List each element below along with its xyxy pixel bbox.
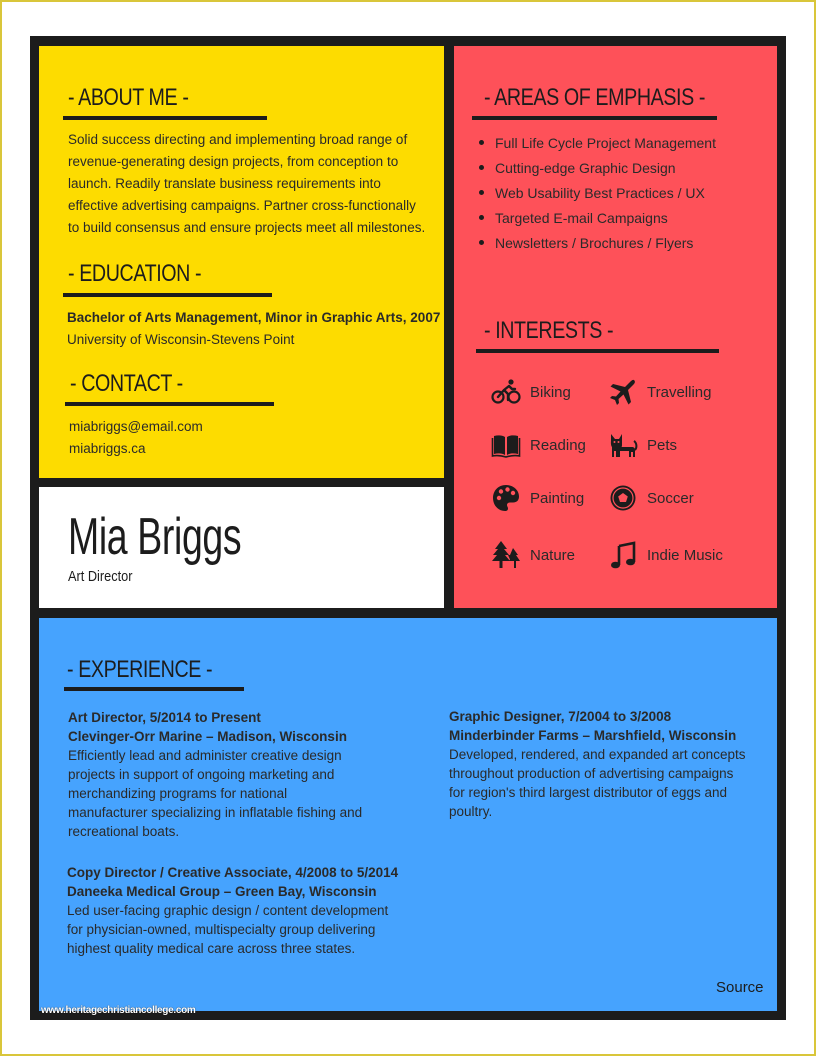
trees-icon (491, 540, 521, 570)
job-description-line: Efficiently lead and administer creative design (68, 748, 342, 763)
job-description-line: highest quality medical care across three states. (67, 941, 356, 956)
education-heading: - EDUCATION - (68, 260, 202, 287)
job-entry (68, 708, 362, 841)
interest-travelling (608, 375, 711, 409)
interest-indie-music (608, 538, 723, 572)
bike-icon (491, 377, 521, 407)
job-description-line: poultry. (449, 804, 493, 819)
palette-icon (491, 483, 521, 513)
interest-pets (608, 428, 677, 462)
emphasis-item: Full Life Cycle Project Management (476, 132, 716, 157)
about-line: effective advertising campaigns. Partner cross-functionally (68, 198, 416, 213)
experience-rule (64, 687, 244, 691)
emphasis-list (476, 132, 716, 257)
emphasis-item: Targeted E-mail Campaigns (476, 207, 716, 232)
airplane-icon (608, 377, 638, 407)
interest-nature (491, 538, 575, 572)
job-title: Graphic Designer, 7/2004 to 3/2008 (449, 709, 672, 724)
contact-email[interactable]: miabriggs@email.com (69, 419, 203, 434)
interest-label: Pets (647, 436, 678, 454)
music-note-icon (608, 540, 638, 570)
interest-painting (491, 481, 584, 515)
about-rule (63, 116, 267, 120)
emphasis-heading: - AREAS OF EMPHASIS - (484, 84, 706, 111)
job-entry (449, 707, 745, 821)
experience-heading: - EXPERIENCE - (67, 656, 213, 683)
job-title: Art Director, 5/2014 to Present (68, 710, 261, 725)
emphasis-item: Web Usability Best Practices / UX (476, 182, 716, 207)
about-heading: - ABOUT ME - (68, 84, 189, 111)
interest-label: Painting (530, 489, 585, 507)
interest-label: Biking (530, 383, 571, 401)
interests-rule (476, 349, 719, 353)
profile-name: Mia Briggs (68, 508, 242, 566)
interest-reading (491, 428, 586, 462)
education-rule (63, 293, 272, 297)
education-details (67, 307, 440, 351)
job-description-line: for region's third largest distributor of eggs and (449, 785, 727, 800)
interest-biking (491, 375, 571, 409)
contact-details (69, 416, 203, 460)
book-icon (491, 430, 521, 460)
interest-label: Nature (530, 546, 576, 564)
watermark-text: www.heritagechristiancollege.com (41, 1005, 196, 1016)
interest-label: Reading (530, 436, 586, 454)
cat-icon (608, 430, 638, 460)
job-description-line: manufacturer specializing in inflatable fishing and (68, 805, 363, 820)
contact-website[interactable]: miabriggs.ca (69, 441, 146, 456)
about-text (68, 129, 425, 239)
job-company: Clevinger-Orr Marine – Madison, Wisconsin (68, 729, 347, 744)
job-description-line: Developed, rendered, and expanded art concepts (449, 747, 746, 762)
job-company: Daneeka Medical Group – Green Bay, Wisconsin (67, 884, 377, 899)
interest-label: Indie Music (647, 546, 723, 564)
education-school: University of Wisconsin-Stevens Point (67, 332, 295, 347)
interest-label: Travelling (647, 383, 712, 401)
job-description-line: for physician-owned, multispecialty group delivering (67, 922, 376, 937)
source-link[interactable]: Source (716, 979, 764, 996)
job-description-line: Led user-facing graphic design / content development (67, 903, 389, 918)
interests-heading: - INTERESTS - (484, 317, 614, 344)
job-company: Minderbinder Farms – Marshfield, Wisconsin (449, 728, 737, 743)
job-description-line: merchandizing programs for national (68, 786, 288, 801)
contact-heading: - CONTACT - (70, 370, 183, 397)
about-line: revenue-generating design projects, from conception to (68, 154, 399, 169)
job-title: Copy Director / Creative Associate, 4/2008 to 5/2014 (67, 865, 399, 880)
emphasis-item: Cutting-edge Graphic Design (476, 157, 716, 182)
job-description-line: throughout production of advertising campaigns (449, 766, 734, 781)
education-degree: Bachelor of Arts Management, Minor in Graphic Arts, 2007 (67, 310, 441, 325)
soccer-ball-icon (608, 483, 638, 513)
about-line: to build consensus and ensure projects meet all milestones. (68, 220, 426, 235)
contact-rule (65, 402, 274, 406)
interest-soccer (608, 481, 694, 515)
about-line: Solid success directing and implementing broad range of (68, 132, 408, 147)
about-line: launch. Readily translate business requirements into (68, 176, 381, 191)
emphasis-rule (472, 116, 717, 120)
job-description-line: recreational boats. (68, 824, 180, 839)
profile-role: Art Director (68, 568, 133, 585)
emphasis-item: Newsletters / Brochures / Flyers (476, 232, 716, 257)
interest-label: Soccer (647, 489, 694, 507)
job-description-line: projects in support of ongoing marketing and (68, 767, 335, 782)
job-entry (67, 863, 398, 958)
